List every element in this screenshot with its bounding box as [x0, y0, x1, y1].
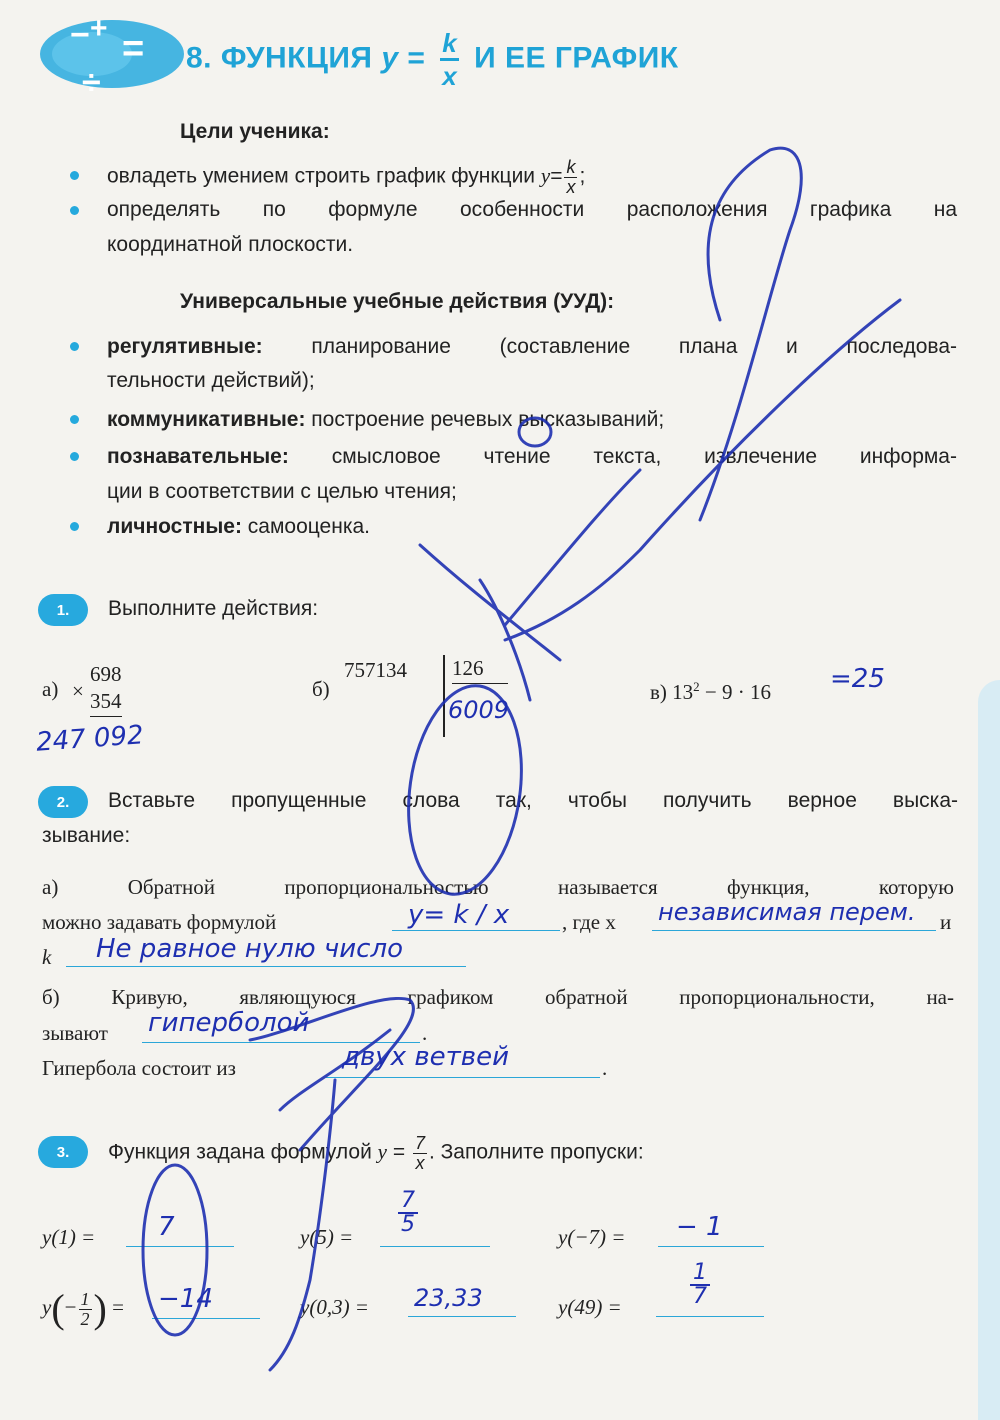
- task2-b-line1: б) Кривую, являющуюся графиком обратной пропорциональности, на-: [42, 985, 954, 1009]
- title-suffix: И ЕЕ ГРАФИК: [474, 41, 679, 75]
- answer-blank[interactable]: [656, 1316, 764, 1317]
- title-fraction: [440, 30, 459, 89]
- task1-a-answer: 247 092: [35, 720, 145, 758]
- task2-b-dot2: .: [602, 1056, 608, 1080]
- task3-r2c3-label: y(49) =: [558, 1295, 622, 1319]
- task3-y: y: [377, 1139, 387, 1164]
- uud-reg-text2: тельности действий);: [107, 369, 315, 392]
- task1-b-label: б): [312, 677, 330, 701]
- bullet: [70, 415, 79, 424]
- goal-item-2-line1: определять по формуле особенности расположения графика на: [107, 198, 957, 221]
- task3-r2c1-eq: =: [112, 1295, 124, 1319]
- task3-r2c1-fraction: [79, 1290, 92, 1328]
- task2-prompt2: зывание:: [42, 824, 131, 847]
- task1-a-sign: ×: [72, 679, 84, 703]
- task2-b-answer1: гиперболой: [148, 1008, 310, 1038]
- task1-b-dividend: 757134: [344, 658, 407, 682]
- scribble-stroke: [505, 470, 640, 625]
- uud-pers-text: самооценка.: [247, 515, 370, 538]
- goal-y: y: [540, 163, 551, 188]
- task3-r2c2-label: y(0,3) =: [300, 1295, 369, 1319]
- task2-b-dot: .: [422, 1021, 428, 1045]
- task2-a-and: и: [940, 910, 952, 934]
- division-bar: [443, 655, 445, 737]
- answer-blank[interactable]: [380, 1246, 490, 1247]
- task2-a-answer3: Не равное нулю число: [96, 934, 403, 964]
- task3-r2c3-answer: [690, 1262, 710, 1308]
- answer-blank[interactable]: [392, 930, 560, 931]
- uud-heading: Универсальные учебные действия (УУД):: [180, 290, 615, 313]
- uud-pers-label: личностные:: [107, 515, 242, 538]
- uud-cog-text: смысловое чтение текста, извлечение информа-: [331, 445, 957, 468]
- svg-text:÷: ÷: [82, 64, 101, 102]
- uud-comm-label: коммуникативные:: [107, 408, 306, 431]
- uud-comm-text: построение речевых высказываний;: [311, 408, 665, 431]
- title-eq: =: [407, 41, 426, 75]
- title-x: x: [442, 61, 458, 91]
- bullet: [70, 522, 79, 531]
- task1-a-label: а): [42, 677, 59, 701]
- answer-blank[interactable]: [126, 1246, 234, 1247]
- goals-heading: Цели ученика:: [180, 120, 330, 143]
- task3-r1c2-den: 5: [401, 1212, 415, 1237]
- task3-eq: =: [392, 1140, 406, 1164]
- goal-item-2-line2: координатной плоскости.: [107, 233, 354, 256]
- task1-b-divisor: 126: [452, 653, 508, 684]
- task3-r1c2-label: y(5) =: [300, 1225, 354, 1249]
- task3-prompt: [108, 1134, 644, 1172]
- svg-text:=: =: [122, 28, 145, 70]
- task2-b-line3: Гипербола состоит из: [42, 1056, 236, 1080]
- bullet: [70, 171, 79, 180]
- task3-r2c1-label: [42, 1286, 124, 1332]
- minus-sign: −: [64, 1295, 77, 1319]
- task3-den: x: [415, 1153, 425, 1173]
- task2-a-answer2: независимая перем.: [658, 898, 916, 926]
- task1-c-label: в) 13: [650, 680, 694, 704]
- task3-prompt-b: . Заполните пропуски:: [428, 1140, 644, 1164]
- task2-b-answer2: двух ветвей: [342, 1042, 510, 1072]
- task3-r1c2-num: 7: [398, 1190, 418, 1214]
- uud-personal: [107, 510, 370, 544]
- answer-blank[interactable]: [326, 1077, 600, 1078]
- uud-regulative: [107, 330, 957, 364]
- task1-b-answer: 6009: [448, 696, 510, 724]
- title-y: y: [381, 41, 399, 75]
- task1-prompt: Выполните действия:: [108, 597, 319, 620]
- goal-end: ;: [579, 164, 586, 188]
- task-badge-3: 3.: [38, 1136, 88, 1168]
- uud-reg-text: планирование (составление плана и последова-: [311, 335, 957, 358]
- task2-prompt1: Вставьте пропущенные слова так, чтобы получить верное выска-: [108, 789, 958, 812]
- uud-communicative: [107, 403, 664, 437]
- task1-a-bottom: 354: [90, 686, 122, 717]
- math-logo-icon: [32, 6, 192, 106]
- goal-item-1-text: овладеть умением строить график функции: [107, 164, 536, 188]
- task2-a-line2: можно задавать формулой: [42, 910, 277, 934]
- svg-text:+: +: [90, 12, 108, 45]
- title-prefix: 8. ФУНКЦИЯ: [186, 41, 373, 75]
- svg-text:−: −: [70, 16, 90, 54]
- task-badge-1: 1.: [38, 594, 88, 626]
- answer-blank[interactable]: [66, 966, 466, 967]
- task3-r2c1-answer: −14: [158, 1284, 213, 1314]
- answer-blank[interactable]: [152, 1318, 260, 1319]
- task2-a-line1: а) Обратной пропорциональностью называется функция, которую: [42, 875, 954, 899]
- task1-a-top: 698: [90, 662, 122, 686]
- task2-a-where: , где x: [562, 910, 616, 934]
- task3-num: 7: [414, 1133, 425, 1153]
- uud-cognitive: [107, 440, 957, 474]
- title-k: k: [440, 30, 459, 61]
- task3-prompt-a: Функция задана формулой: [108, 1140, 372, 1164]
- answer-blank[interactable]: [652, 930, 936, 931]
- goal-x: x: [566, 177, 576, 197]
- goal-eq: =: [550, 164, 563, 188]
- bullet: [70, 452, 79, 461]
- task1-c-exp: 2: [693, 679, 700, 694]
- task3-r1c3-answer: − 1: [676, 1212, 723, 1242]
- task-badge-2: 2.: [38, 786, 88, 818]
- uud-cog-label: познавательные:: [107, 445, 289, 468]
- task1-c-answer: =25: [830, 664, 885, 694]
- task2-a-answer1: y= k / x: [408, 900, 510, 930]
- task2-a-k: k: [42, 945, 52, 969]
- uud-cog-text2: ции в соответствии с целью чтения;: [107, 480, 457, 503]
- task3-r1c3-label: y(−7) =: [558, 1225, 626, 1249]
- task3-fraction: [413, 1134, 427, 1172]
- right-paren: ): [93, 1286, 107, 1332]
- task1-c-rest: − 9 · 16: [704, 680, 772, 704]
- goal-fraction: [564, 158, 577, 196]
- answer-blank[interactable]: [658, 1246, 764, 1247]
- task3-r1c1-answer: 7: [158, 1212, 175, 1242]
- task1-c-expr: [650, 670, 771, 709]
- bullet: [70, 206, 79, 215]
- task3-r1c1-label: y(1) =: [42, 1225, 96, 1249]
- left-paren: (: [51, 1286, 65, 1332]
- task2-b-line2: зывают: [42, 1021, 108, 1045]
- task3-r2c1-num: 1: [80, 1289, 90, 1310]
- uud-reg-label: регулятивные:: [107, 335, 263, 358]
- goal-item-1: [107, 158, 585, 196]
- scribble-stroke: [420, 545, 560, 660]
- page-edge-tab: [978, 680, 1000, 1420]
- answer-blank[interactable]: [408, 1316, 516, 1317]
- task3-r2c3-num: 1: [690, 1262, 710, 1286]
- task3-r2c1-den: 2: [80, 1309, 90, 1330]
- task3-r1c2-answer: [398, 1190, 418, 1236]
- goal-k: k: [566, 157, 576, 177]
- task3-r2c2-answer: 23,33: [414, 1284, 483, 1312]
- task3-r2c1-y: y: [42, 1295, 52, 1319]
- page-title: [186, 30, 679, 89]
- bullet: [70, 342, 79, 351]
- task3-r2c3-den: 7: [693, 1284, 707, 1309]
